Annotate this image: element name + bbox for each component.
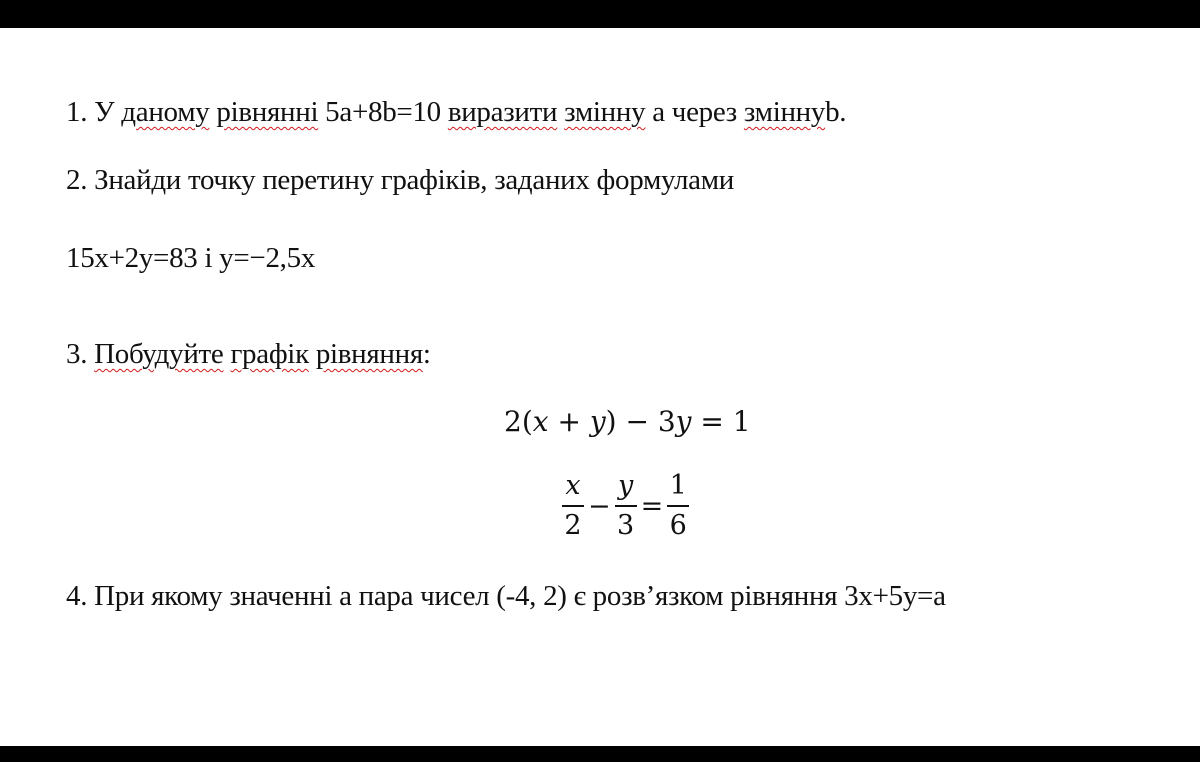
equation-2 (560, 470, 691, 542)
task-1-variable: b. (825, 96, 847, 128)
fraction-denominator: 3 (617, 510, 635, 541)
fraction-bar (562, 505, 584, 507)
eq1-part: ) − 3 (605, 405, 676, 438)
task-3-word-underlined: графік (230, 338, 309, 370)
fraction-denominator: 6 (669, 510, 687, 541)
fraction-denominator: 2 (564, 510, 582, 541)
equation-1 (504, 405, 751, 438)
top-black-bar (0, 0, 1200, 28)
task-3-number: 3. (66, 338, 88, 370)
task-2-text: 2. Знайди точку перетину графіків, заданих формулами (66, 164, 734, 196)
task-3-word-underlined: Побудуйте (94, 338, 224, 370)
eq1-part: = 1 (691, 405, 751, 438)
task-1-number: 1. (66, 96, 88, 128)
task-1-word: a через (652, 96, 737, 128)
task-3-colon: : (422, 338, 431, 370)
fraction-y-over-3 (613, 470, 639, 542)
task-1-word-underlined: змінну (564, 96, 646, 128)
eq1-part: + (548, 405, 590, 438)
task-2-equations: 15x+2y=83 і y=−2,5x (66, 242, 316, 274)
task-4-text: 4. При якому значенні a пара чисел (-4, 2) є розв’язком рівняння 3x+5y=a (66, 580, 946, 612)
eq1-var-x: x (532, 405, 549, 438)
task-3 (66, 338, 431, 371)
fraction-bar (667, 505, 689, 507)
task-1-word-underlined: змінну (743, 96, 826, 128)
task-1-equation: 5a+8b=10 (325, 96, 441, 128)
bottom-black-bar (0, 746, 1200, 762)
equals-sign: = (640, 490, 664, 522)
task-1-word-underlined: виразити (447, 96, 558, 128)
task-1 (66, 96, 846, 129)
task-1-word: У (94, 96, 115, 128)
fraction-x-over-2 (560, 470, 586, 542)
fraction-numerator: x (565, 470, 581, 501)
task-1-word-underlined: рівнянні (216, 96, 319, 128)
task-1-word-underlined: даному (121, 96, 210, 128)
fraction-numerator: 1 (669, 470, 687, 501)
eq1-var-y: y (589, 405, 606, 438)
fraction-bar (615, 505, 637, 507)
fraction-numerator: y (617, 470, 634, 501)
fraction-1-over-6 (665, 470, 691, 542)
minus-sign: − (588, 490, 611, 522)
eq1-part: 2( (504, 405, 533, 438)
eq1-var-y: y (675, 405, 692, 438)
task-3-word-underlined: рівняння (315, 338, 423, 370)
